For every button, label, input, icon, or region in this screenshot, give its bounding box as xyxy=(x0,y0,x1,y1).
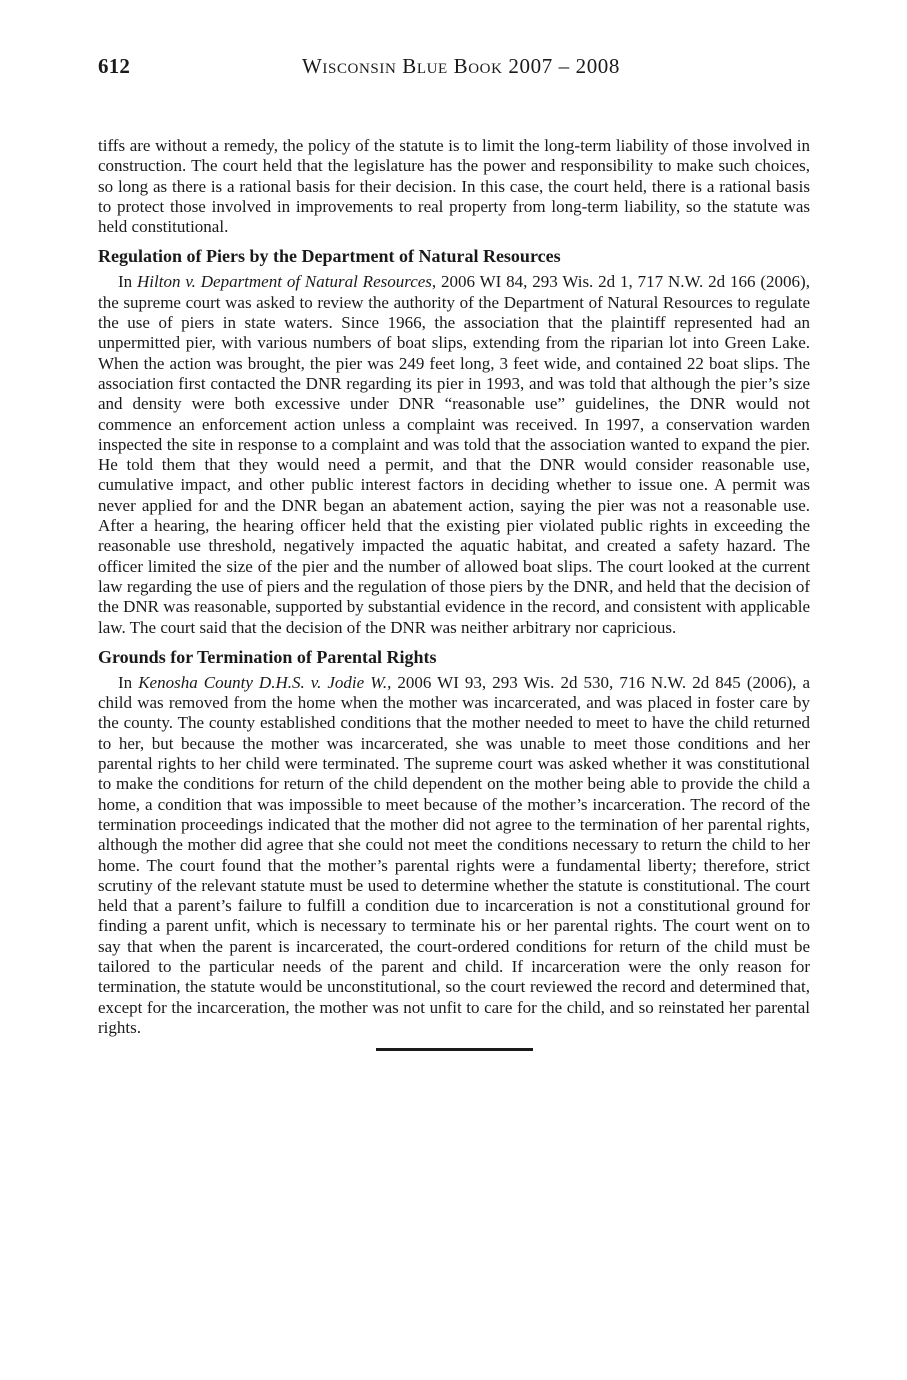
book-title: Wisconsin Blue Book 2007 – 2008 xyxy=(301,54,621,78)
lead-text: In xyxy=(118,272,138,292)
continuation-paragraph: tiffs are without a remedy, the policy of the statute is to limit the long-term liability of those involved in construction. The court held that the legislature has the power and responsibility to make such choices, so long as there is a rational basis for their decision. In this case, the court held, there is a rational basis to protect those involved in improvements to real property from long-term liability, so the statute was held constitutional. xyxy=(98,136,810,237)
page-number: 612 xyxy=(98,54,131,78)
paragraph-piers xyxy=(98,272,810,637)
end-rule xyxy=(376,1048,533,1051)
case-name-hilton: Hilton v. Department of Natural Resources xyxy=(137,272,432,292)
section-heading-parental-rights: Grounds for Termination of Parental Rights xyxy=(98,646,437,667)
paragraph-body: , 2006 WI 93, 293 Wis. 2d 530, 716 N.W. 2d 845 (2006), a child was removed from the home when the mother was incarcerated, and was placed in foster care by the county. The county established conditions that the mother needed to meet to have the child returned to her, but because the mother was incarcerated, she was unable to meet those conditions and her parental rights to her child were terminated. The supreme court was asked whether it was constitutional to make the conditions for return of the child dependent on the mother being able to provide the child a home, a condition that was impossible to meet because of the mother’s incarceration. The record of the termination proceedings indicated that the mother did not agree to the termination of her parental rights, although the mother did agree that she could not meet the conditions necessary to return the child to her home. The court found that the mother’s parental rights were a fundamental liberty; therefore, strict scrutiny of the relevant statute must be used to determine whether the statute is constitutional. The court held that a parent’s failure to fulfill a condition due to incarceration is not a constitutional ground for finding a parent unfit, which is necessary to terminate his or her parental rights. The court went on to say that when the parent is incarcerated, the court-ordered conditions for return of the child must be tailored to the particular needs of the parent and child. If incarceration were the only reason for termination, the statute would be unconstitutional, so the court reviewed the record and determined that, except for the incarceration, the mother was not unfit to care for the child, and so reinstated her parental rights. xyxy=(98,672,810,1037)
body-text xyxy=(98,136,810,1051)
case-name-kenosha: Kenosha County D.H.S. v. Jodie W. xyxy=(138,672,388,692)
section-heading-piers: Regulation of Piers by the Department of Natural Resources xyxy=(98,246,561,267)
running-header xyxy=(98,54,810,82)
lead-text: In xyxy=(118,672,139,692)
paragraph-body: , 2006 WI 84, 293 Wis. 2d 1, 717 N.W. 2d 166 (2006), the supreme court was asked to review the authority of the Department of Natural Resources to regulate the use of piers in state waters. Since 1966, the association that the plaintiff represented had an unpermitted pier, with various numbers of boat slips, extending from the riparian lot into Green Lake. When the action was brought, the pier was 249 feet long, 3 feet wide, and contained 22 boat slips. The association first contacted the DNR regarding its pier in 1993, and was told that although the pier’s size and density were both excessive under DNR “reasonable use” guidelines, the DNR would not commence an enforcement action unless a complaint was received. In 1997, a conservation warden inspected the site in response to a complaint and was told that the association wanted to expand the pier. He told them that they would need a permit, and that the DNR would consider reasonable use, cumulative impact, and other public interest factors in deciding whether to issue one. A permit was never applied for and the DNR began an abatement action, saying the pier was not a reasonable use. After a hearing, the hearing officer held that the existing pier violated public rights in exceeding the reasonable use threshold, negatively impacted the aquatic habitat, and created a safety hazard. The officer limited the size of the pier and the number of allowed boat slips. The court looked at the current law regarding the use of piers and the regulation of those piers by the DNR, and held that the decision of the DNR was reasonable, supported by substantial evidence in the record, and consistent with applicable law. The court said that the decision of the DNR was neither arbitrary nor capricious. xyxy=(98,272,810,637)
paragraph-parental-rights xyxy=(98,673,810,1038)
